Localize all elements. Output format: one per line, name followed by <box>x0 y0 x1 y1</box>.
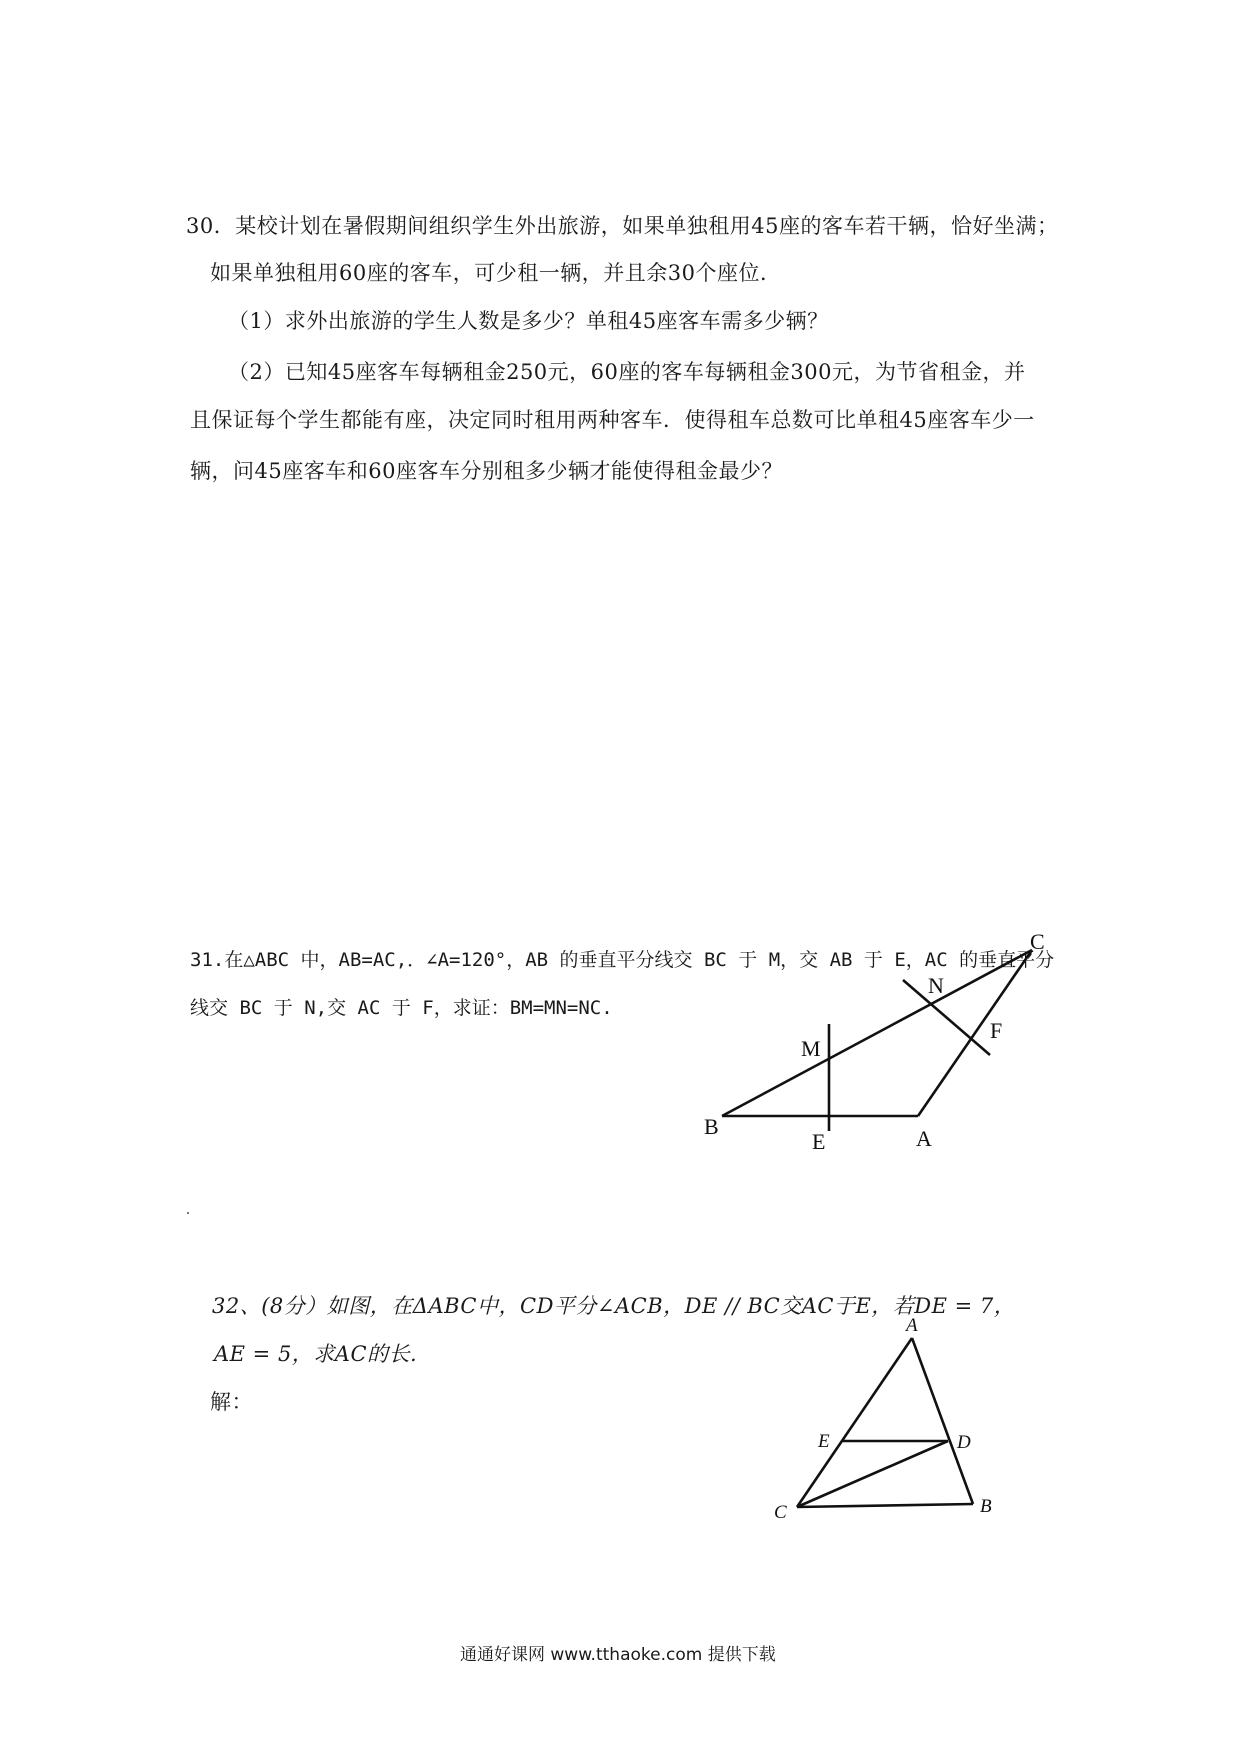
label-C-2: C <box>774 1502 787 1523</box>
q30-line-1: 30．某校计划在暑假期间组织学生外出旅游，如果单独租用45座的客车若干辆，恰好坐满； <box>186 214 1059 238</box>
segment-AB-2 <box>912 1338 973 1504</box>
q32-answer-label: 解： <box>210 1390 253 1414</box>
q30-line-2: 如果单独租用60座的客车，可少租一辆，并且余30个座位． <box>210 261 782 285</box>
label-M: M <box>801 1036 821 1061</box>
label-B: B <box>704 1114 719 1139</box>
stray-dot <box>187 1212 189 1214</box>
label-F: F <box>990 1018 1003 1043</box>
label-A-2: A <box>906 1315 918 1336</box>
label-D-2: D <box>957 1432 971 1453</box>
q30-part-2-line-2: 且保证每个学生都能有座，决定同时租用两种客车．使得租车总数可比单租45座客车少一 <box>190 408 1035 432</box>
q32-line-1: 32、(8分）如图，在ΔABC中，CD平分∠ACB，DE // BC交AC于E，若DE = 7， <box>212 1294 1016 1318</box>
page-footer: 通通好课网 www.tthaoke.com 提供下载 <box>460 1645 776 1665</box>
segment-BC <box>722 950 1032 1116</box>
perp-bisector-AC <box>903 980 990 1055</box>
segment-CB-2 <box>797 1504 973 1507</box>
label-C: C <box>1030 929 1045 954</box>
q31-line-1: 31.在△ABC 中，AB=AC,．∠A=120°，AB 的垂直平分线交 BC 于 M，交 AB 于 E，AC 的垂直平分 <box>190 949 1055 971</box>
label-A: A <box>916 1126 932 1151</box>
label-N: N <box>928 973 944 998</box>
label-E: E <box>812 1129 826 1154</box>
q32-figure <box>797 1338 973 1507</box>
label-E-2: E <box>818 1431 830 1452</box>
q32-line-2: AE = 5，求AC的长. <box>214 1342 418 1366</box>
q30-part-2-line-3: 辆，问45座客车和60座客车分别租多少辆才能使得租金最少？ <box>190 459 783 483</box>
label-B-2: B <box>980 1496 992 1517</box>
q30-part-2-line-1: （2）已知45座客车每辆租金250元，60座的客车每辆租金300元，为节省租金，并 <box>228 360 1026 384</box>
q31-line-2: 线交 BC 于 N,交 AC 于 F，求证：BM=MN=NC. <box>190 997 613 1019</box>
q30-part-1: （1）求外出旅游的学生人数是多少？单租45座客车需多少辆？ <box>228 309 829 333</box>
